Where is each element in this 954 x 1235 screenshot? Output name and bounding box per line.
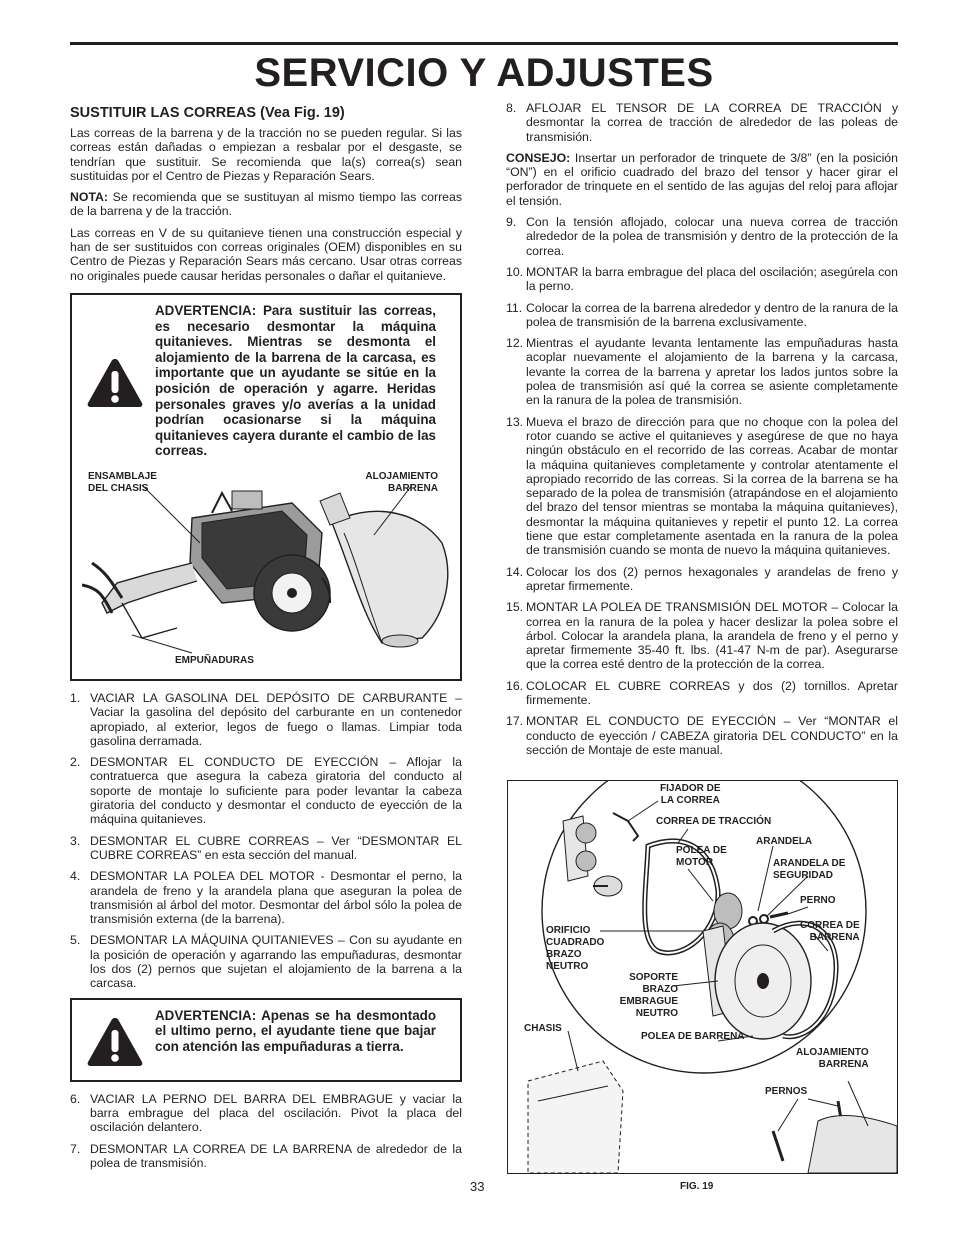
step-number: 8. [506,101,517,115]
step-text: Colocar los dos (2) pernos hexagonales y arandelas de freno y apretar firmemente. [526,564,898,593]
step-14 [506,565,898,594]
step-text: – Colocar la correa en la ranura de la polea y hacer deslizar la polea sobre el árbol. Colocar la arandela plana, la arandela de freno y el perno y apretar firmemente 35-40 ft. lbs. (41-47 N-m de par). Asegurarse que la correa esté dentro de la protección de la correa. [526,600,898,672]
figure-19 [507,780,898,1174]
step-number: 6. [70,1091,81,1106]
step-lead: COLOCAR EL CUBRE CORREAS [526,678,731,693]
step-15 [506,600,898,671]
step-number: 14. [506,564,524,579]
warning-box-1 [70,293,462,681]
fig19-label-arandela-seguridad [773,858,845,882]
step-text: de alrededor de la polea de transmisión. [90,1141,462,1170]
steps-list-9-17 [506,215,898,757]
steps-list-8 [506,101,898,144]
page-number: 33 [470,1179,485,1194]
step-lead: VACIAR LA GASOLINA DEL DEPÓSITO DE CARBURANTE [90,690,448,705]
step-11 [506,301,898,330]
step-number: 3. [70,833,81,848]
step-number: 7. [70,1141,81,1156]
label-line: DEL CHASIS [88,482,149,494]
page-title: SERVICIO Y ADJUSTES [254,51,714,95]
step-number: 16. [506,678,524,693]
tip-text: Insertar un perforador de trinquete de 3/8” (en la posición “ON”) en el orificio cuadrado del brazo del tensor y hacer girar el perforador de trinquete en el sentido de las agujas del reloj para aflojar el tensión. [506,150,898,208]
note-text: Se recomienda que se sustituyan al mismo tiempo las correas de la barrena y de la tracción. [70,190,462,219]
steps-list-6-7 [70,1092,462,1170]
step-13 [506,415,898,558]
step-lead: MONTAR EL CONDUCTO DE EYECCIÓN [526,714,776,729]
step-text: – Vaciar la gasolina del depósito del carburante en un contenedor apropiado, al exterior, legos de fuego o llamas. Limpiar toda gasolina derramada. [90,690,462,748]
step-9 [506,215,898,258]
step-5 [70,933,462,990]
top-rule [70,42,898,45]
fig19-label-chasis: CHASIS [524,1023,562,1034]
label-line: BARRENA [818,1059,869,1070]
step-12 [506,336,898,407]
label-line: SEGURIDAD [773,870,834,881]
label-line: ALOJAMIENTO [365,470,438,482]
step-text: – Con su ayudante en la posición de operación y agarrando las empuñaduras, desmontar los dos (2) pernos que sujetan el alojamiento de la barrena a la carcasa. [90,933,462,991]
label-line: ARANDELA DE [773,858,846,869]
label-line: ENSAMBLAJE [88,470,157,482]
step-number: 13. [506,414,524,429]
step-6 [70,1092,462,1135]
step-lead: DESMONTAR LA POLEA DEL MOTOR [90,869,315,884]
fig19-label-orificio [546,925,604,973]
label-line: BARRENA [388,482,438,494]
fig19-label-pernos: PERNOS [765,1086,808,1097]
step-text: Mueva el brazo de dirección para que no choque con la polea del rotor cuando se active el quitanieves y asegúrese de que no haya ningún obstáculo en el recorrido de las correas. Acabar de montar la máquina quitanieves completamente y controlar atentamente el apropiado recorrido de las correas. Si la correa de la barrena se ha separado de la polea de transmisión (atrapándose en el alojamiento del brazo del tensor mientras se montaba la máquina quitanieves), desmontar la máquina quitanieves y repetir el punto 12. La correa tiene que estar completamente asentada en la ranura de la polea de transmisión cuando se monta de nuevo la máquina quitanieves. [526,414,898,558]
tip-label: CONSEJO: [506,150,571,165]
step-1 [70,691,462,748]
note-label: NOTA: [70,190,109,205]
fig19-label-perno: PERNO [800,895,836,906]
step-text: la barra embrague del placa del oscilación; asegúrela con la perno. [526,264,898,294]
fig19-label-fijador [660,783,721,807]
step-number: 1. [70,690,81,705]
label-line: MOTOR [676,857,714,868]
step-number: 2. [70,755,81,770]
fig19-label-correa-traccion: CORREA DE TRACCIÓN [656,816,772,827]
fig-label-chassis [88,471,157,495]
step-2 [70,755,462,826]
warning-box-2 [70,998,462,1082]
step-3 [70,834,462,863]
warning-triangle-icon [86,1016,144,1068]
fig19-label-soporte [604,972,678,1020]
step-text: - Desmontar el perno, la arandela de freno y la arandela plana que aseguran la polea de transmisión al árbol del motor. Desmontar del árbol sólo la polea de transmisión externa (de la barrena). [90,869,462,927]
label-line: SOPORTE [629,972,678,983]
vbelt-paragraph: Las correas en V de su quitanieve tienen una construcción especial y han de ser sustituidos con correas originales (OEM) disponibles en su Centro de Piezas y Reparación Sears más cercano. Usar otras correas no originales puede causar heridas personales o dañar el quitanieve. [70,225,462,283]
label-line: BARRENA [809,932,860,943]
step-text: – Ver “DESMONTAR EL CUBRE CORREAS” en esta sección del manual. [90,833,462,862]
label-line: LA CORREA [660,795,720,806]
step-lead: DESMONTAR LA CORREA DE LA BARRENA [90,1141,352,1156]
label-line: EMBRAGUE [619,996,678,1007]
step-number: 12. [506,336,524,351]
label-line: FIJADOR DE [660,783,721,794]
step-text: y desmontar la correa de tracción de alrededor de las poleas de transmisión. [526,101,898,144]
fig19-label-polea-motor [676,845,727,869]
fig19-label-alojamiento [796,1047,869,1071]
step-8 [506,101,898,144]
step-17 [506,714,898,757]
label-line: NEUTRO [635,1008,678,1019]
steps-list-1-5 [70,691,462,991]
left-column [70,104,462,1177]
step-number: 17. [506,714,524,729]
step-text: Colocar la correa de la barrena alrededor y dentro de la ranura de la polea de transmisión de la barrena exclusivamente. [526,300,898,329]
label-line: POLEA DE [676,845,727,856]
step-number: 5. [70,933,81,948]
tip-paragraph [506,151,898,208]
fig19-label-arandela: ARANDELA [756,836,813,847]
step-7 [70,1142,462,1171]
label-line: NEUTRO [546,961,589,972]
step-text: – Aflojar la contratuerca que asegura la cabeza giratoria del conducto al soporte de montaje lo suficiente para poder levantar la cabeza giratoria del conducto y desmontar el conducto de eyección de la máquina quitanieves. [90,755,462,827]
warning-2-text: ADVERTENCIA: Apenas se ha desmontado el ultimo perno, el ayudante tiene que bajar con atención las empuñaduras a tierra. [155,1007,436,1054]
label-line: BRAZO [546,949,582,960]
step-lead: VACIAR LA PERNO DEL BARRA DEL EMBRAGUE [90,1091,393,1106]
fig19-label-polea-barrena: POLEA DE BARRENA [641,1031,745,1042]
section-heading: SUSTITUIR LAS CORREAS (Vea Fig. 19) [70,105,345,121]
fig19-label-correa-barrena [800,920,860,944]
step-text: y vaciar la barra embrague del placa del oscilación. Pivot la placa del oscilación delantero. [90,1091,462,1135]
label-line: CUADRADO [546,937,605,948]
note-paragraph [70,190,462,219]
step-lead: MONTAR LA POLEA DE TRANSMISIÓN DEL MOTOR [526,600,828,615]
label-line: CORREA DE [800,920,860,931]
label-line: ORIFICIO [546,925,591,936]
warning-triangle-icon [86,357,144,409]
warning-1-text: ADVERTENCIA: Para sustituir las correas, es necesario desmontar la máquina quitanieves. Mientras se desmonta el alojamiento de la barrena de la carcasa, es importante que un ayudante se sitúe en la posición de operación y agarre. Heridas personales graves y/o averías a la unidad podrían ocasionarse si la máquina quitanieves cayera durante el cambio de las correas. [155,302,436,459]
step-lead: MONTAR [526,264,579,279]
right-column [506,101,898,764]
step-number: 4. [70,869,81,884]
intro-paragraph: Las correas de la barrena y de la tracción no se pueden regular. Si las correas están dañadas o empiezan a resbalar por el desgaste, se tendrían que sustituir. Se recomienda que la(s) correa(s) sean sustituidas por el Centro de Piezas y Reparación Sears. [70,126,462,183]
step-number: 9. [506,215,517,230]
step-lead: DESMONTAR EL CONDUCTO DE EYECCIÓN [90,755,379,770]
label-line: ALOJAMIENTO [796,1047,869,1058]
fig19-caption: FIG. 19 [680,1181,714,1192]
step-10 [506,265,898,294]
fig-label-handles: EMPUÑADURAS [175,654,254,666]
step-text: Con la tensión aflojado, colocar una nueva correa de tracción alrededor de la polea de transmisión y dentro de la protección de la correa. [526,215,898,258]
step-number: 15. [506,600,524,615]
fig-label-housing [365,471,438,495]
label-line: BRAZO [642,984,678,995]
step-lead: AFLOJAR EL TENSOR DE LA CORREA DE TRACCIÓN [526,101,882,115]
step-number: 10. [506,264,524,279]
step-4 [70,869,462,926]
step-text: Mientras el ayudante levanta lentamente las empuñaduras hasta acoplar nuevamente el alojamiento de la barrena y la carcasa, levante la correa de la barrena y apretar los lados juntos sobre la polea de transmisión así qué la correa se asiente completamente en la ranura de la polea de transmisión. [526,336,898,408]
step-lead: DESMONTAR LA MÁQUINA QUITANIEVES [90,933,334,948]
step-text: y dos (2) tornillos. Apretar firmemente. [526,678,898,707]
step-lead: DESMONTAR EL CUBRE CORREAS [90,833,310,848]
belt-diagram [508,781,897,1173]
step-16 [506,679,898,708]
step-text: – Ver “MONTAR el conducto de eyección / CABEZA giratoria DEL CONDUCTO” en la sección de Montaje de este manual. [526,714,898,757]
step-number: 11. [506,300,523,315]
